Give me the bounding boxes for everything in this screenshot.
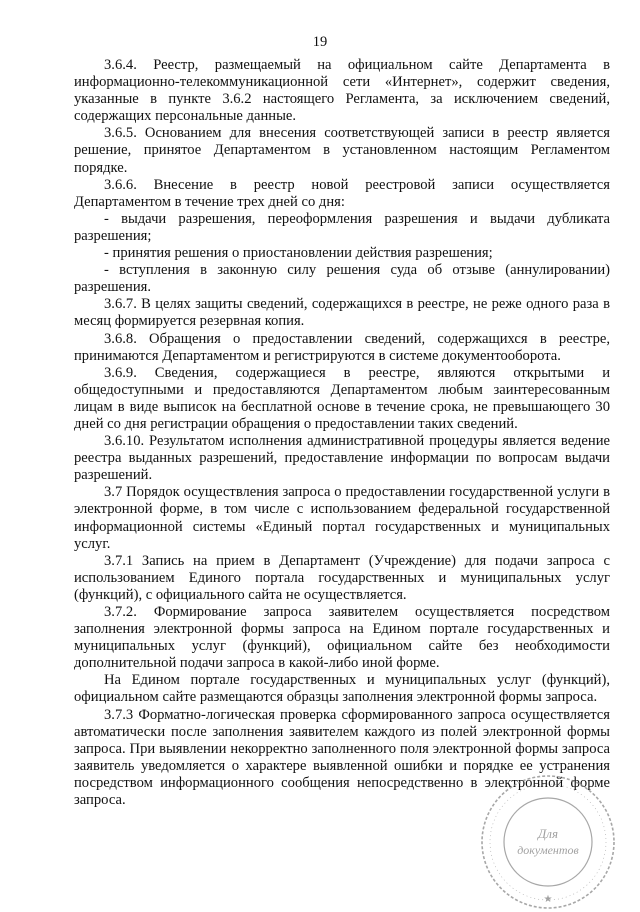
list-item: - вступления в законную силу решения суда об отзыве (аннулировании) разрешения. (74, 262, 610, 296)
paragraph-3-7-3: 3.7.3 Форматно-логическая проверка сформированного запроса осуществляется автоматически после заполнения заявителем каждого из полей электронной формы запроса. При выявлении некорректно заполненного поля электронной формы запроса заявитель уведомляется о характере выявленной ошибки и порядке ее устранения посредством информационного сообщения непосредственно в электронной форме запроса. (74, 706, 610, 809)
paragraph-3-7: 3.7 Порядок осуществления запроса о предоставлении государственной услуги в электронной форме, в том числе с использованием федеральной государственной информационной системы «Единый портал государственных и муниципальных услуг. (74, 484, 610, 552)
paragraph-3-6-7: 3.6.7. В целях защиты сведений, содержащихся в реестре, не реже одного раза в месяц формируется резервная копия. (74, 296, 610, 330)
paragraph-3-7-2: 3.7.2. Формирование запроса заявителем осуществляется посредством заполнения электронной формы запроса на Едином портале государственных и муниципальных услуг (функций), официальном сайте без необходимости дополнительной подачи запроса в какой-либо иной форме. (74, 604, 610, 672)
stamp-text-line1: Для (538, 826, 558, 841)
paragraph-3-6-9: 3.6.9. Сведения, содержащиеся в реестре, являются открытыми и общедоступными и предоставляются Департаментом любым заинтересованным лицам в виде выписок на бесплатной основе в течение срока, не превышающего 30 дней со дня регистрации обращения о предоставлении таких сведений. (74, 364, 610, 432)
list-item: - выдачи разрешения, переоформления разрешения и выдачи дубликата разрешения; (74, 210, 610, 244)
paragraph-3-6-4: 3.6.4. Реестр, размещаемый на официальном сайте Департамента в информационно-телекоммуникационной сети «Интернет», содержит сведения, указанные в пункте 3.6.2 настоящего Регламента, за исключением сведений, содержащих персональные данные. (74, 57, 610, 125)
stamp-outer-ring (482, 776, 614, 908)
paragraph-3-6-5: 3.6.5. Основанием для внесения соответствующей записи в реестр является решение, принятое Департаментом в установленном настоящим Регламентом порядке. (74, 125, 610, 176)
paragraph-3-7-1: 3.7.1 Запись на прием в Департамент (Учреждение) для подачи запроса с использованием Единого портала государственных и муниципальных услуг (функций), с официального сайта не осуществляется. (74, 552, 610, 603)
page-number: 19 (312, 34, 328, 50)
stamp-star-icon: ★ (543, 894, 553, 905)
stamp-middle-ring (490, 784, 606, 900)
paragraph-portal-samples: На Едином портале государственных и муниципальных услуг (функций), официальном сайте размещаются образцы заполнения электронной формы запроса. (74, 672, 610, 706)
official-stamp (478, 772, 618, 912)
list-item: - принятия решения о приостановлении действия разрешения; (104, 245, 493, 262)
paragraph-3-6-10: 3.6.10. Результатом исполнения административной процедуры является ведение реестра выданных разрешений, предоставление информации по вопросам выдачи разрешений. (74, 433, 610, 484)
document-body (74, 57, 610, 809)
paragraph-3-6-6: 3.6.6. Внесение в реестр новой реестровой записи осуществляется Департаментом в течение трех дней со дня: (74, 176, 610, 210)
paragraph-3-6-8: 3.6.8. Обращения о предоставлении сведений, содержащихся в реестре, принимаются Департаментом и регистрируются в системе документооборота. (74, 330, 610, 364)
stamp-inner-ring (504, 798, 592, 886)
stamp-text-line2: документов (517, 843, 579, 857)
